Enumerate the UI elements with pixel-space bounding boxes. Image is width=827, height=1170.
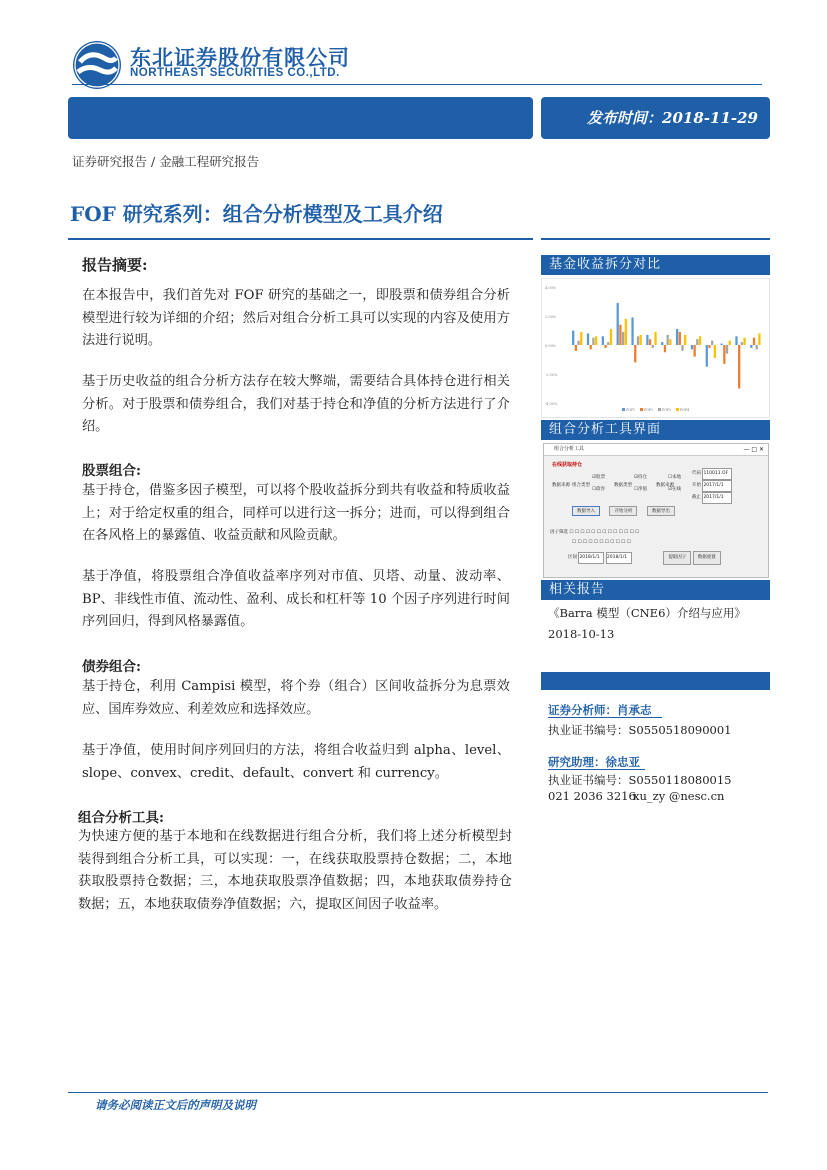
chart-ytick-label: -2.00%	[545, 373, 558, 377]
related-header: 相关报告	[541, 580, 770, 600]
factor-end-input[interactable]: 2018/1/1	[606, 552, 632, 564]
chart-bar	[714, 345, 716, 358]
chart-canvas	[542, 279, 769, 417]
tool-params: 代码 110011.OF 开始 2017/1/1 截止 2017/1/1	[692, 468, 732, 504]
tool-paragraph: 为快速方便的基于本地和在线数据进行组合分析，我们将上述分析模型封装得到组合分析工具，可以实现：一，在线获取股票持仓数据；二，本地获取股票持仓数据；三，本地获取股票净值数据；四，本地获取债券持仓数据；五，本地获取债券净值数据；六，提取区间因子收益率。	[78, 829, 512, 912]
related-report-date: 2018-10-13	[548, 627, 615, 641]
chart-ytick-label: 4.00%	[545, 286, 557, 290]
company-name-cn: 东北证券股份有限公司	[130, 46, 350, 70]
chart-bar	[634, 345, 636, 362]
summary-label: 报告摘要:	[82, 256, 148, 274]
chart-bar	[756, 345, 758, 349]
chart-bar	[575, 345, 577, 351]
chart-bar	[590, 345, 592, 349]
chart-bar	[607, 342, 609, 345]
side-rule	[541, 238, 770, 240]
tool-window-title: 组合分析工具	[554, 446, 585, 452]
breadcrumb: 证券研究报告 / 金融工程研究报告	[72, 154, 260, 169]
header-rule	[72, 84, 762, 85]
page-title: FOF 研究系列：组合分析模型及工具介绍	[70, 202, 443, 226]
main-rule	[68, 238, 533, 240]
chart-bar	[711, 341, 713, 345]
tool-opt-datatype: 数据类型	[614, 483, 632, 488]
tool-radio-stock[interactable]: ☑股票	[592, 475, 606, 480]
chart-bar	[676, 329, 678, 345]
chart-header: 基金收益拆分对比	[541, 255, 770, 275]
chart-legend-swatch	[658, 408, 661, 411]
tool-opt-type: 组合类型	[572, 483, 590, 488]
reset-data-button[interactable]: 数据重置	[693, 551, 721, 565]
window-controls-icon[interactable]: — □ ✕	[743, 446, 764, 453]
chart-bar	[637, 336, 639, 345]
fund-return-chart	[541, 278, 770, 418]
footer-rule	[68, 1092, 768, 1093]
chart-bar	[587, 333, 589, 345]
chart-bar	[664, 345, 666, 352]
chart-legend-label: FOF2	[644, 407, 654, 412]
chart-bar	[577, 341, 579, 345]
analyst-underline	[548, 717, 662, 718]
chart-bar	[619, 325, 621, 345]
tool-options	[552, 472, 682, 494]
tool-radio-bond[interactable]: ☐债券	[592, 487, 606, 492]
export-data-button[interactable]: 数据导出	[647, 506, 675, 516]
chart-bar	[595, 336, 597, 345]
footer-disclaimer: 请务必阅读正文后的声明及说明	[95, 1098, 256, 1112]
chart-legend-label: FOF3	[662, 407, 672, 412]
chart-bar	[602, 336, 604, 345]
stock-paragraph-2: 基于净值，将股票组合净值收益率序列对市值、贝塔、动量、波动率、BP、非线性市值、流动性、盈利、成长和杠杆等 10 个因子序列进行时间序列回归，得到风格暴露值。	[82, 569, 510, 629]
related-report-title[interactable]: 《Barra 模型（CNE6）介绍与应用》	[548, 606, 746, 620]
chart-bar	[652, 345, 654, 348]
chart-bar	[743, 338, 745, 345]
header-banner	[68, 97, 533, 139]
chart-bar	[654, 332, 656, 345]
chart-bar	[649, 339, 651, 345]
chart-bar	[604, 345, 606, 348]
tool-code-input[interactable]: 110011.OF	[702, 468, 732, 480]
assistant-email[interactable]: xu_zy @nesc.cn	[633, 789, 725, 803]
chart-bar	[610, 329, 612, 345]
company-name-en: NORTHEAST SECURITIES CO.,LTD.	[130, 67, 340, 79]
chart-bar	[691, 345, 693, 349]
chart-legend-swatch	[640, 408, 643, 411]
chart-bar	[693, 345, 695, 357]
tool-opt-source: 数据来源	[552, 483, 570, 488]
tool-end-input[interactable]: 2017/1/1	[702, 492, 732, 504]
chart-bar	[706, 345, 708, 367]
chart-bar	[699, 336, 701, 345]
extract-factor-button[interactable]: 提取因子	[663, 551, 691, 565]
chart-legend-swatch	[676, 408, 679, 411]
assistant-cert: 执业证书编号：S0550118080015	[548, 773, 732, 787]
chart-ytick-label: -4.00%	[545, 402, 558, 406]
tool-start-input[interactable]: 2017/1/1	[702, 480, 732, 492]
stock-paragraph-1: 基于持仓，借鉴多因子模型，可以将个股收益拆分到共有收益和特质收益上；对于给定权重的组合，同样可以进行这一拆分；进而，可以得到组合在各风格上的暴露值、收益贡献和风险贡献。	[82, 483, 510, 543]
chart-bar	[572, 331, 574, 346]
assistant-underline	[548, 769, 645, 770]
chart-legend-label: FOF1	[626, 407, 636, 412]
chart-bar	[723, 345, 725, 364]
chart-bar	[681, 345, 683, 351]
factor-start-input[interactable]: 2018/1/1	[578, 552, 604, 564]
tool-action-buttons	[572, 506, 675, 516]
chart-bar	[625, 319, 627, 345]
start-analysis-button[interactable]: 开始分析	[609, 506, 637, 516]
publish-date-banner	[541, 97, 770, 139]
chart-bar	[729, 341, 731, 345]
chart-bar	[720, 344, 722, 345]
tool-radio-online[interactable]: ☑在线	[668, 487, 682, 492]
publish-date: 发布时间：2018-11-29	[587, 109, 758, 127]
tool-header: 组合分析工具界面	[541, 420, 770, 440]
chart-bar	[622, 332, 624, 345]
company-logo-icon	[72, 40, 122, 90]
chart-bar	[741, 342, 743, 345]
tool-window	[543, 443, 769, 578]
chart-bar	[640, 335, 642, 345]
chart-bar	[580, 332, 582, 345]
assistant-phone: 021 2036 3216	[548, 789, 636, 803]
tool-opt-datasrc: 数据来源	[656, 483, 674, 488]
chart-bar	[667, 335, 669, 345]
summary-paragraph-2: 基于历史收益的组合分析方法存在较大弊端，需要结合具体持仓进行相关分析。对于股票和债券组合，我们对基于持仓和净值的分析方法进行了介绍。	[82, 374, 510, 434]
chart-bar	[592, 338, 594, 345]
chart-bar	[617, 303, 619, 345]
chart-bar	[758, 333, 760, 345]
assistant-name: 研究助理：徐忠亚	[548, 755, 640, 769]
analyst-name: 证券分析师：肖承志	[548, 703, 652, 717]
tool-radio-local[interactable]: ☐本地	[668, 475, 682, 480]
chart-legend-label: FOF4	[680, 407, 690, 412]
chart-bar	[738, 345, 740, 389]
chart-bar	[696, 339, 698, 345]
tool-radio-nav[interactable]: ☐净值	[634, 487, 648, 492]
stock-section-label: 股票组合:	[82, 463, 141, 479]
chart-bar	[750, 345, 752, 348]
chart-legend-swatch	[622, 408, 625, 411]
chart-bar	[631, 317, 633, 345]
tool-titlebar	[544, 444, 768, 456]
analyst-cert: 执业证书编号：S0550518090001	[548, 723, 732, 737]
tool-mode-label: 在线获取持仓	[552, 462, 583, 468]
chart-bar	[684, 335, 686, 345]
chart-ytick-label: 2.00%	[545, 315, 557, 319]
tool-radio-hold[interactable]: ☑持仓	[634, 475, 648, 480]
chart-bar	[753, 338, 755, 345]
chart-bar	[735, 336, 737, 345]
chart-bar	[726, 345, 728, 354]
chart-ytick-label: 0.00%	[545, 344, 557, 348]
chart-bar	[679, 332, 681, 345]
bond-section-label: 债券组合:	[82, 659, 141, 675]
summary-paragraph-1: 在本报告中，我们首先对 FOF 研究的基础之一，即股票和债券组合分析模型进行较为详细的介绍；然后对组合分析工具可以实现的内容及使用方法进行说明。	[82, 288, 510, 348]
tool-section-label: 组合分析工具:	[78, 810, 164, 826]
chart-bar	[646, 335, 648, 345]
tool-src-radios	[668, 474, 681, 492]
import-data-button[interactable]: 数据导入	[572, 506, 600, 516]
bond-paragraph-1: 基于持仓，利用 Campisi 模型，将个券（组合）区间收益拆分为息票效应、国库券效应、利差效应和选择效应。	[82, 679, 510, 717]
tool-factor-panel: 因子筛选 ☐ ☐ ☐ ☐ ☐ ☐ ☐ ☐ ☐ ☐ ☐ ☐ ☐ ☐ ☐ ☐ ☐ ☐ ☐ ☐ ☐ ☐ ☐ ☐ 区间 2018/1/1 2018/1/1 提取因子 数据重置	[550, 528, 764, 565]
bond-paragraph-2: 基于净值，使用时间序列回归的方法，将组合收益归到 alpha、level、slope、convex、credit、default、convert 和 currency。	[82, 743, 510, 781]
chart-bar	[661, 342, 663, 345]
chart-bar	[669, 339, 671, 345]
analyst-bar	[541, 672, 770, 690]
chart-bar	[708, 345, 710, 348]
